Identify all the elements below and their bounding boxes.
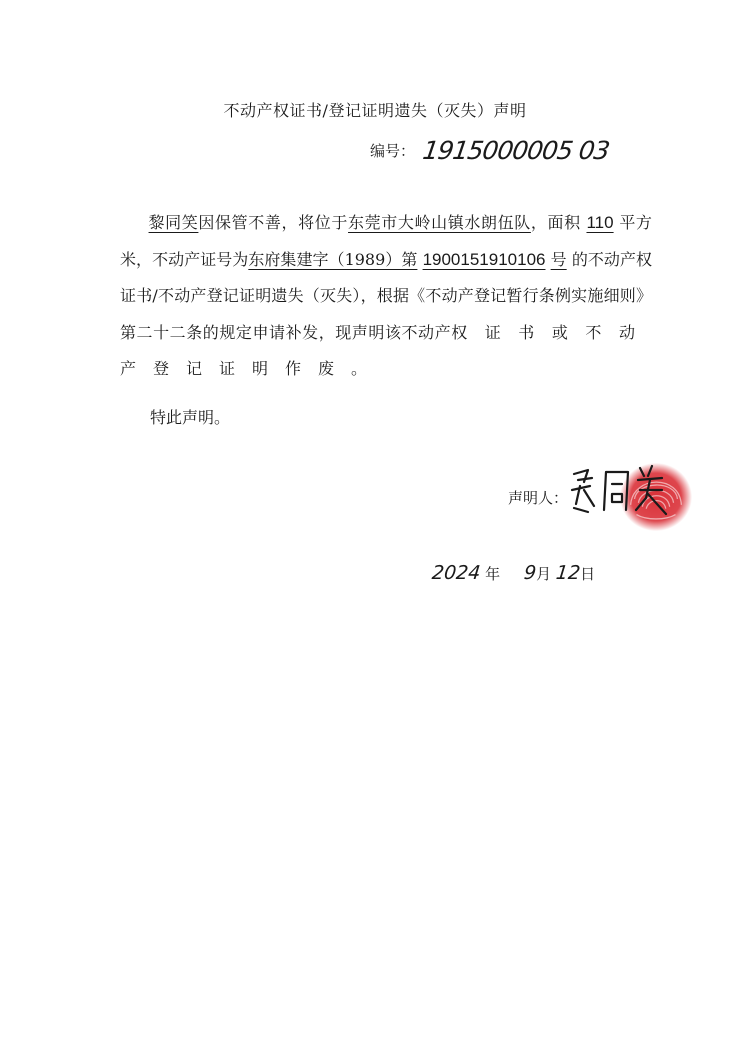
statement-text: 因保管不善，将位于: [198, 213, 349, 232]
statement-text: 平方米，不动产证号为: [120, 213, 652, 269]
property-area: 110: [586, 213, 614, 232]
declarant-label: 声明人：: [508, 489, 569, 507]
date-day-char: 日: [580, 565, 596, 583]
certificate-suffix: 号: [550, 249, 567, 269]
date-day: 12: [554, 562, 582, 584]
date-year: 2024: [430, 562, 482, 584]
declarant-name: 黎同笑: [148, 213, 199, 232]
date-month: 9: [522, 562, 538, 584]
property-location: 东莞市大岭山镇水朗伍队: [348, 213, 531, 232]
date-year-char: 年: [485, 565, 501, 583]
serial-label: 编号：: [370, 141, 416, 160]
certificate-number: 1900151910106: [422, 249, 546, 269]
date-line: [432, 562, 732, 594]
statement-text: 的不动产权证书/不动产登记证明遗失（灭失），根据《不动产登记暂行条例实施细则》第二十二条的规定申请补发，现声明该不动产: [120, 249, 652, 342]
statement-body: [120, 205, 652, 388]
statement-text: ，面积: [530, 213, 581, 232]
serial-number-handwritten: 1915000005 03: [420, 135, 611, 165]
date-month-char: 月: [536, 565, 552, 583]
handwritten-signature-icon: [566, 460, 676, 524]
statement-text-spread: 权证书或不动产登记证明作废。: [120, 322, 652, 378]
certificate-prefix: 东府集建字（1989）第: [248, 249, 418, 269]
document-title: 不动产权证书/登记证明遗失（灭失）声明: [223, 101, 527, 120]
statement-paragraph: [120, 205, 652, 388]
serial-number-line: [370, 130, 730, 170]
closing-line: 特此声明。: [150, 408, 231, 427]
